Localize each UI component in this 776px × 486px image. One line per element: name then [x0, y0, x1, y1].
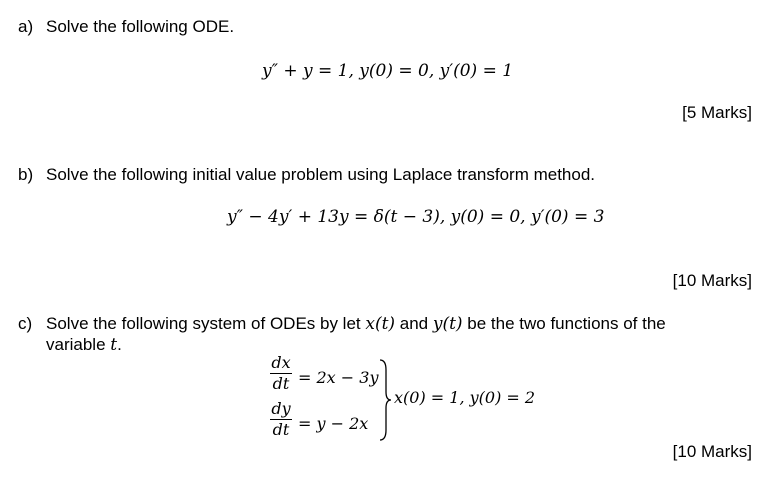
question-a-label: a) [18, 17, 34, 36]
question-c-text-before: Solve the following system of ODEs by let [46, 314, 366, 333]
question-c-text-after: be the two functions of the [462, 314, 666, 333]
question-a-equation: y″ + y = 1, y(0) = 0, y′(0) = 1 [262, 61, 514, 81]
question-a-text: Solve the following ODE. [46, 17, 235, 36]
eq2-derivative [270, 400, 292, 439]
eq2-denominator: dt [272, 420, 290, 439]
eq1-derivative [270, 354, 292, 393]
question-b-equation: y″ − 4y′ + 13y = δ(t − 3), y(0) = 0, y′(0) = 3 [227, 207, 605, 227]
question-c-text-line2 [46, 335, 122, 355]
question-c-label: c) [18, 314, 33, 333]
question-c-marks: [10 Marks] [672, 442, 752, 461]
t-variable: t [110, 335, 118, 355]
question-b-label: b) [18, 165, 34, 184]
question-c-text [46, 314, 666, 334]
x-function: x(t) [365, 314, 396, 334]
question-c-line2-after: . [117, 335, 122, 354]
initial-conditions: x(0) = 1, y(0) = 2 [394, 388, 536, 407]
y-function: y(t) [432, 314, 463, 334]
eq2-numerator: dy [271, 399, 291, 418]
eq1-rhs: = 2x − 3y [298, 368, 379, 387]
question-c-line2-before: variable [46, 335, 111, 354]
question-b-marks: [10 Marks] [672, 271, 752, 290]
question-b-text: Solve the following initial value problem using Laplace transform method. [46, 165, 596, 184]
eq2-rhs: = y − 2x [298, 414, 369, 433]
ode-system [262, 354, 562, 450]
right-brace [378, 358, 392, 442]
question-c-text-mid: and [395, 314, 433, 333]
eq1-denominator: dt [272, 374, 290, 393]
eq1-numerator: dx [271, 353, 291, 372]
question-a-marks: [5 Marks] [682, 103, 752, 122]
